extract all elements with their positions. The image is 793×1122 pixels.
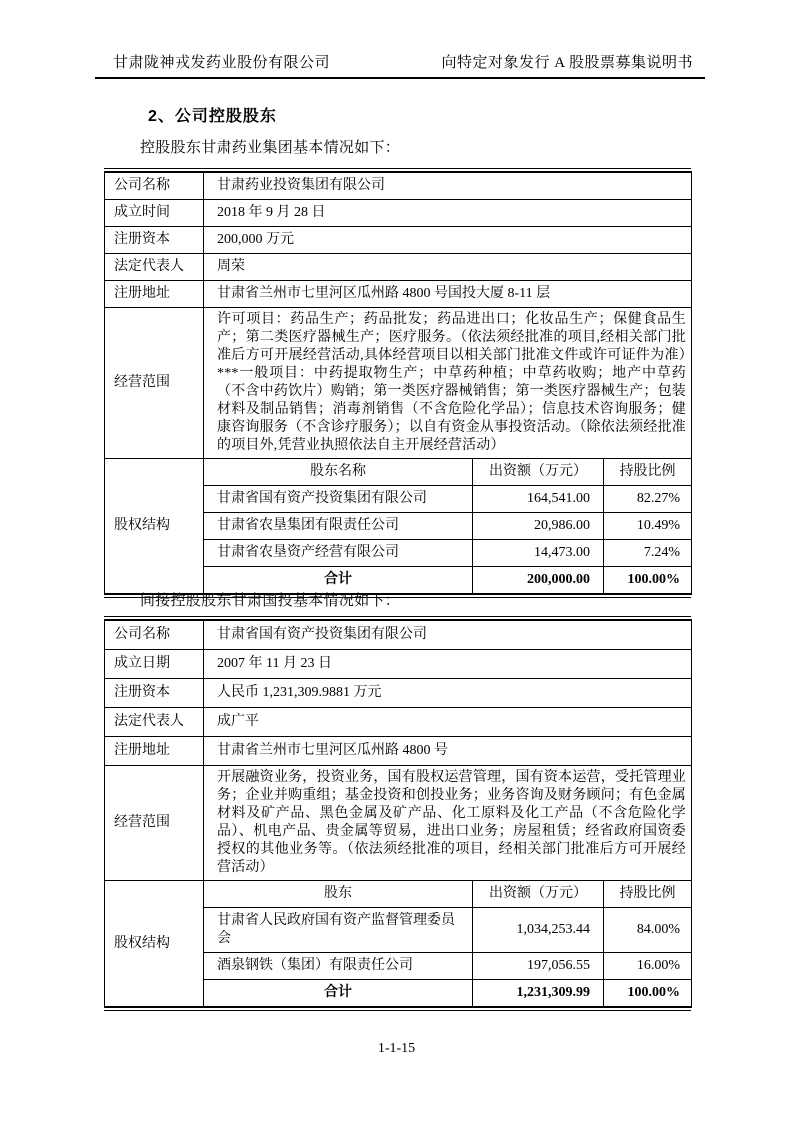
- equity-column-header: 股东名称: [204, 459, 473, 486]
- field-label: 成立日期: [105, 650, 204, 679]
- header-company-name: 甘肃陇神戎发药业股份有限公司: [113, 55, 331, 71]
- field-value: 甘肃药业投资集团有限公司: [204, 172, 692, 200]
- equity-header-row: [105, 881, 692, 908]
- field-label: 注册资本: [105, 227, 204, 254]
- total-percent: 100.00%: [604, 980, 692, 1008]
- table-row: [105, 620, 692, 650]
- page-number: 1-1-15: [377, 1041, 416, 1056]
- contribution-amount: 164,541.00: [473, 486, 604, 513]
- document-header: [95, 54, 705, 79]
- table-row: [105, 200, 692, 227]
- section-heading: 2、公司控股股东: [148, 108, 277, 125]
- field-label: 经营范围: [105, 766, 204, 881]
- table-row: [105, 281, 692, 308]
- field-value: 甘肃省兰州市七里河区瓜州路 4800 号国投大厦 8-11 层: [204, 281, 692, 308]
- total-amount: 1,231,309.99: [473, 980, 604, 1008]
- table-row: [105, 254, 692, 281]
- field-value: 甘肃省兰州市七里河区瓜州路 4800 号: [204, 737, 692, 766]
- field-value: 200,000 万元: [204, 227, 692, 254]
- total-label: 合计: [204, 980, 473, 1008]
- table-row: [105, 766, 692, 881]
- total-amount: 200,000.00: [473, 567, 604, 595]
- field-value: 2018 年 9 月 28 日: [204, 200, 692, 227]
- equity-header-row: [105, 459, 692, 486]
- field-value: 成广平: [204, 708, 692, 737]
- direct-controlling-shareholder-table: [104, 168, 691, 598]
- field-label: 公司名称: [105, 620, 204, 650]
- indirect-controlling-shareholder-table: [104, 616, 691, 1011]
- table-row: [105, 679, 692, 708]
- field-label: 法定代表人: [105, 254, 204, 281]
- field-value: 周荣: [204, 254, 692, 281]
- equity-column-header: 持股比例: [604, 459, 692, 486]
- info-table: [104, 619, 692, 1008]
- shareholding-percent: 10.49%: [604, 513, 692, 540]
- business-scope-text: 开展融资业务，投资业务，国有股权运营管理，国有资本运营，受托管理业务；企业并购重组；基金投资和创投业务；业务咨询及财务顾问；有色金属材料及矿产品、黑色金属及矿产品、化工原料及化工产品（不含危险化学品）、机电产品、贵金属等贸易，进出口业务；房屋租赁；经省政府国资委授权的其他业务等。（依法须经批准的项目，经相关部门批准后方可开展经营活动）: [204, 766, 692, 881]
- intro-paragraph-direct: 控股股东甘肃药业集团基本情况如下：: [140, 140, 401, 156]
- equity-column-header: 出资额（万元）: [473, 881, 604, 908]
- table-row: [105, 227, 692, 254]
- shareholding-percent: 84.00%: [604, 908, 692, 953]
- shareholder-name: 甘肃省农垦资产经营有限公司: [204, 540, 473, 567]
- field-value: 人民币 1,231,309.9881 万元: [204, 679, 692, 708]
- table-row: [105, 308, 692, 459]
- contribution-amount: 20,986.00: [473, 513, 604, 540]
- info-table: [104, 171, 692, 595]
- shareholder-name: 甘肃省农垦集团有限责任公司: [204, 513, 473, 540]
- table-row: [105, 650, 692, 679]
- table-row: [105, 737, 692, 766]
- equity-column-header: 出资额（万元）: [473, 459, 604, 486]
- header-document-title: 向特定对象发行 A 股股票募集说明书: [441, 55, 693, 71]
- field-label: 公司名称: [105, 172, 204, 200]
- contribution-amount: 1,034,253.44: [473, 908, 604, 953]
- intro-paragraph-indirect: 间接控股股东甘肃国投基本情况如下：: [140, 593, 401, 609]
- field-label: 注册地址: [105, 281, 204, 308]
- field-value: 2007 年 11 月 23 日: [204, 650, 692, 679]
- total-label: 合计: [204, 567, 473, 595]
- contribution-amount: 197,056.55: [473, 953, 604, 980]
- table-row: [105, 172, 692, 200]
- field-label: 成立时间: [105, 200, 204, 227]
- shareholder-name: 甘肃省人民政府国有资产监督管理委员会: [204, 908, 473, 953]
- contribution-amount: 14,473.00: [473, 540, 604, 567]
- shareholder-name: 甘肃省国有资产投资集团有限公司: [204, 486, 473, 513]
- field-label: 法定代表人: [105, 708, 204, 737]
- shareholding-percent: 7.24%: [604, 540, 692, 567]
- shareholder-name: 酒泉钢铁（集团）有限责任公司: [204, 953, 473, 980]
- field-label: 股权结构: [105, 459, 204, 595]
- table-row: [105, 708, 692, 737]
- field-label: 经营范围: [105, 308, 204, 459]
- field-label: 注册资本: [105, 679, 204, 708]
- field-label: 注册地址: [105, 737, 204, 766]
- total-percent: 100.00%: [604, 567, 692, 595]
- equity-column-header: 持股比例: [604, 881, 692, 908]
- field-value: 甘肃省国有资产投资集团有限公司: [204, 620, 692, 650]
- field-label: 股权结构: [105, 881, 204, 1008]
- shareholding-percent: 82.27%: [604, 486, 692, 513]
- shareholding-percent: 16.00%: [604, 953, 692, 980]
- equity-column-header: 股东: [204, 881, 473, 908]
- business-scope-text: 许可项目：药品生产；药品批发；药品进出口；化妆品生产；保健食品生产；第二类医疗器械生产；医疗服务。（依法须经批准的项目,经相关部门批准后方可开展经营活动,具体经营项目以相关部门批准文件或许可证件为准）***一般项目：中药提取物生产；中草药种植；中草药收购；地产中草药（不含中药饮片）购销；第一类医疗器械销售；第一类医疗器械生产；包装材料及制品销售；消毒剂销售（不含危险化学品）；信息技术咨询服务；健康咨询服务（不含诊疗服务）；以自有资金从事投资活动。（除依法须经批准的项目外,凭营业执照依法自主开展经营活动）: [204, 308, 692, 459]
